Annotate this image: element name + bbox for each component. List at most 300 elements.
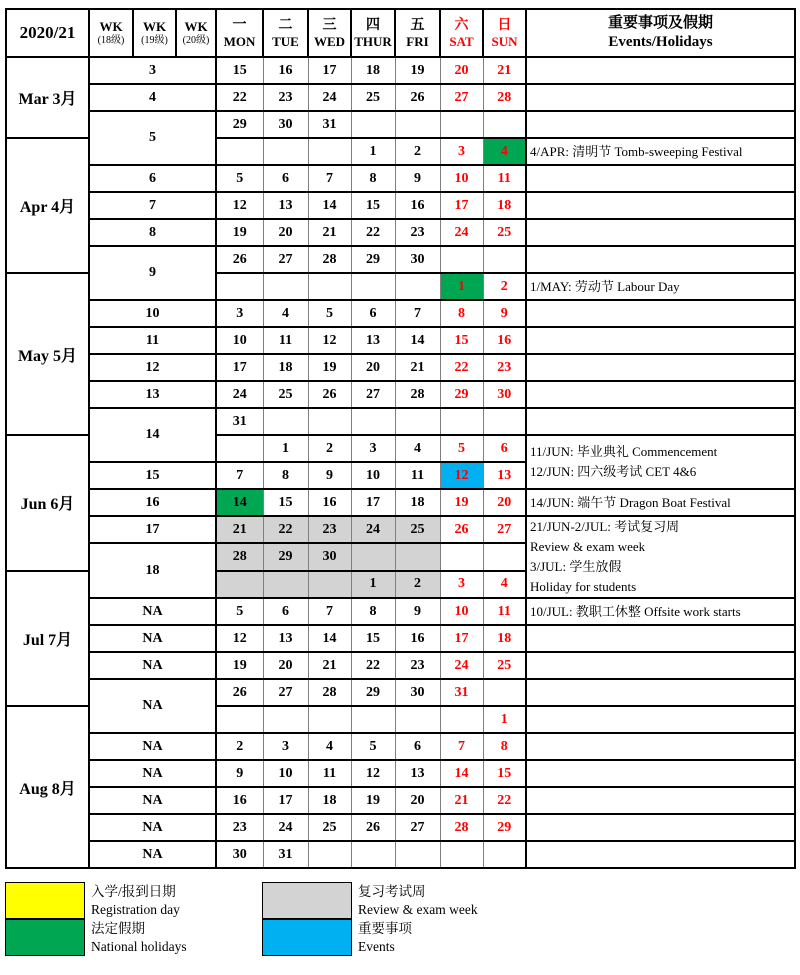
events-cell xyxy=(526,733,795,760)
day-cell: 2 xyxy=(308,435,351,462)
day-cell: 19 xyxy=(308,354,351,381)
day-cell: 10 xyxy=(216,327,263,354)
day-cell xyxy=(483,543,526,571)
day-cell: 27 xyxy=(263,679,308,706)
day-cell: 12 xyxy=(351,760,395,787)
events-cell xyxy=(526,354,795,381)
events-cell xyxy=(526,111,795,138)
day-cell: 8 xyxy=(351,598,395,625)
day-cell: 31 xyxy=(216,408,263,435)
day-cell: 15 xyxy=(351,192,395,219)
day-cell: 16 xyxy=(308,489,351,516)
day-cell: 22 xyxy=(483,787,526,814)
day-cell: 26 xyxy=(351,814,395,841)
day-cell: 24 xyxy=(308,84,351,111)
day-cell: 25 xyxy=(483,652,526,679)
day-cell: 17 xyxy=(440,625,483,652)
day-cell: 13 xyxy=(263,625,308,652)
event-line: Holiday for students xyxy=(530,579,637,594)
day-cell: 5 xyxy=(216,165,263,192)
day-cell: 28 xyxy=(483,84,526,111)
weekday-header-tue: 二 TUE xyxy=(263,9,308,57)
calendar-week-row xyxy=(6,408,795,435)
day-cell: 19 xyxy=(351,787,395,814)
day-cell: 1 xyxy=(351,571,395,599)
day-cell: 21 xyxy=(395,354,440,381)
day-cell: 3 xyxy=(440,571,483,599)
week-number-cell: 14 xyxy=(89,408,216,462)
day-cell: 10 xyxy=(440,598,483,625)
day-cell xyxy=(395,706,440,733)
day-cell: 5 xyxy=(216,598,263,625)
day-cell xyxy=(263,408,308,435)
day-cell xyxy=(483,679,526,706)
legend-swatch-registration-day xyxy=(5,882,85,919)
events-cell xyxy=(526,192,795,219)
calendar-week-row xyxy=(6,327,795,354)
day-cell xyxy=(263,273,308,300)
events-cell xyxy=(526,246,795,273)
calendar-week-row xyxy=(6,489,795,516)
event-line: 10/JUL: 教职工休整 Offsite work starts xyxy=(530,603,741,619)
year-label: 2020/21 xyxy=(6,9,89,57)
calendar-week-row xyxy=(6,841,795,868)
day-cell: 28 xyxy=(395,381,440,408)
day-cell: 14 xyxy=(395,327,440,354)
events-cell xyxy=(526,84,795,111)
day-cell: 16 xyxy=(263,57,308,84)
day-cell: 17 xyxy=(440,192,483,219)
month-label: Jun 6月 xyxy=(6,435,89,571)
weekday-header-thur: 四 THUR xyxy=(351,9,395,57)
day-cell: 3 xyxy=(263,733,308,760)
day-cell: 7 xyxy=(395,300,440,327)
day-cell: 31 xyxy=(440,679,483,706)
day-cell: 18 xyxy=(483,625,526,652)
day-cell: 11 xyxy=(395,462,440,489)
week-number-cell: 3 xyxy=(89,57,216,84)
day-cell xyxy=(351,706,395,733)
day-cell: 30 xyxy=(483,381,526,408)
events-cell xyxy=(526,165,795,192)
day-cell: 18 xyxy=(395,489,440,516)
calendar-week-row xyxy=(6,165,795,192)
day-cell xyxy=(440,111,483,138)
week-number-cell: 9 xyxy=(89,246,216,300)
weekday-header-fri: 五 FRI xyxy=(395,9,440,57)
calendar-week-row xyxy=(6,381,795,408)
day-cell: 22 xyxy=(351,219,395,246)
week-number-cell: 5 xyxy=(89,111,216,165)
day-cell: 7 xyxy=(308,165,351,192)
events-cell xyxy=(526,841,795,868)
day-cell xyxy=(351,841,395,868)
day-cell: 13 xyxy=(483,462,526,489)
day-cell: 24 xyxy=(351,516,395,543)
calendar-week-row xyxy=(6,57,795,84)
day-cell: 28 xyxy=(216,543,263,571)
day-cell: 22 xyxy=(351,652,395,679)
day-cell: 5 xyxy=(440,435,483,462)
day-cell: 8 xyxy=(263,462,308,489)
day-cell: 9 xyxy=(483,300,526,327)
day-cell: 30 xyxy=(395,246,440,273)
event-line: 21/JUN-2/JUL: 考试复习周 xyxy=(530,519,680,534)
day-cell: 30 xyxy=(308,543,351,571)
day-cell: 18 xyxy=(351,57,395,84)
day-cell xyxy=(351,111,395,138)
day-cell: 4 xyxy=(483,138,526,165)
day-cell: 7 xyxy=(216,462,263,489)
legend-label-events: 重要事项 Events xyxy=(358,920,412,954)
day-cell: 16 xyxy=(216,787,263,814)
week-number-cell: NA xyxy=(89,679,216,733)
day-cell: 6 xyxy=(395,733,440,760)
day-cell: 5 xyxy=(308,300,351,327)
day-cell: 23 xyxy=(216,814,263,841)
day-cell: 20 xyxy=(395,787,440,814)
events-cell xyxy=(526,598,795,625)
day-cell xyxy=(263,138,308,165)
day-cell: 11 xyxy=(308,760,351,787)
week-number-cell: 10 xyxy=(89,300,216,327)
calendar-week-row xyxy=(6,814,795,841)
calendar-week-row xyxy=(6,84,795,111)
day-cell: 8 xyxy=(351,165,395,192)
day-cell: 11 xyxy=(483,165,526,192)
day-cell xyxy=(308,706,351,733)
weekday-header-mon: 一 MON xyxy=(216,9,263,57)
events-cell xyxy=(526,219,795,246)
day-cell: 20 xyxy=(483,489,526,516)
day-cell: 1 xyxy=(351,138,395,165)
week-number-cell: NA xyxy=(89,652,216,679)
legend-swatch-events xyxy=(262,919,352,956)
events-cell xyxy=(526,381,795,408)
day-cell: 21 xyxy=(216,516,263,543)
day-cell: 25 xyxy=(483,219,526,246)
day-cell: 30 xyxy=(216,841,263,868)
day-cell: 27 xyxy=(440,84,483,111)
day-cell: 19 xyxy=(395,57,440,84)
day-cell xyxy=(216,435,263,462)
week-number-cell: 8 xyxy=(89,219,216,246)
day-cell xyxy=(308,841,351,868)
legend xyxy=(5,882,794,956)
calendar-week-row xyxy=(6,625,795,652)
calendar-week-row xyxy=(6,733,795,760)
calendar-body xyxy=(6,57,795,868)
day-cell: 3 xyxy=(440,138,483,165)
event-line: 14/JUN: 端午节 Dragon Boat Festival xyxy=(530,494,731,510)
events-cell xyxy=(526,814,795,841)
day-cell xyxy=(351,543,395,571)
day-cell: 26 xyxy=(216,679,263,706)
week-number-cell: 12 xyxy=(89,354,216,381)
day-cell xyxy=(483,111,526,138)
week-number-cell: 16 xyxy=(89,489,216,516)
day-cell: 9 xyxy=(395,165,440,192)
day-cell xyxy=(395,111,440,138)
day-cell: 21 xyxy=(308,652,351,679)
events-cell xyxy=(526,625,795,652)
day-cell xyxy=(216,273,263,300)
day-cell: 5 xyxy=(351,733,395,760)
day-cell: 6 xyxy=(483,435,526,462)
day-cell xyxy=(216,706,263,733)
week-number-cell: 15 xyxy=(89,462,216,489)
events-cell xyxy=(526,57,795,84)
month-label: May 5月 xyxy=(6,273,89,435)
day-cell: 23 xyxy=(395,219,440,246)
day-cell: 20 xyxy=(440,57,483,84)
day-cell xyxy=(483,246,526,273)
day-cell: 2 xyxy=(395,138,440,165)
day-cell: 7 xyxy=(308,598,351,625)
event-line: 3/JUL: 学生放假 xyxy=(530,559,622,574)
day-cell: 6 xyxy=(351,300,395,327)
day-cell: 31 xyxy=(308,111,351,138)
day-cell: 24 xyxy=(263,814,308,841)
day-cell: 8 xyxy=(483,733,526,760)
day-cell: 15 xyxy=(483,760,526,787)
day-cell: 21 xyxy=(483,57,526,84)
day-cell: 28 xyxy=(308,246,351,273)
week-number-cell: NA xyxy=(89,625,216,652)
day-cell: 2 xyxy=(395,571,440,599)
week-number-cell: 18 xyxy=(89,543,216,598)
day-cell: 18 xyxy=(308,787,351,814)
day-cell: 23 xyxy=(483,354,526,381)
day-cell: 13 xyxy=(351,327,395,354)
events-cell xyxy=(526,516,795,598)
day-cell: 25 xyxy=(263,381,308,408)
day-cell xyxy=(440,246,483,273)
day-cell xyxy=(395,273,440,300)
day-cell xyxy=(308,273,351,300)
day-cell: 14 xyxy=(440,760,483,787)
calendar-week-row xyxy=(6,219,795,246)
wk-column-header-18: WK (18级) xyxy=(89,9,133,57)
calendar-week-row xyxy=(6,354,795,381)
events-cell xyxy=(526,273,795,300)
calendar-week-row xyxy=(6,516,795,543)
legend-label-review-exam-week: 复习考试周 Review & exam week xyxy=(358,883,478,917)
legend-label-registration-day: 入学/报到日期 Registration day xyxy=(91,883,180,917)
month-label: Mar 3月 xyxy=(6,57,89,138)
day-cell: 18 xyxy=(483,192,526,219)
month-label: Jul 7月 xyxy=(6,571,89,707)
events-column-header: 重要事项及假期 Events/Holidays xyxy=(526,9,795,57)
day-cell: 29 xyxy=(483,814,526,841)
day-cell: 15 xyxy=(216,57,263,84)
week-number-cell: 6 xyxy=(89,165,216,192)
day-cell: 1 xyxy=(483,706,526,733)
calendar-week-row xyxy=(6,246,795,273)
day-cell: 23 xyxy=(263,84,308,111)
day-cell: 12 xyxy=(216,192,263,219)
day-cell: 27 xyxy=(263,246,308,273)
day-cell: 29 xyxy=(351,246,395,273)
day-cell xyxy=(440,543,483,571)
day-cell: 12 xyxy=(216,625,263,652)
day-cell: 17 xyxy=(263,787,308,814)
weekday-header-sat: 六 SAT xyxy=(440,9,483,57)
calendar-week-row xyxy=(6,679,795,706)
events-cell xyxy=(526,760,795,787)
week-number-cell: NA xyxy=(89,787,216,814)
day-cell: 6 xyxy=(263,598,308,625)
day-cell: 19 xyxy=(216,652,263,679)
day-cell: 20 xyxy=(351,354,395,381)
events-cell xyxy=(526,327,795,354)
day-cell: 24 xyxy=(440,219,483,246)
events-cell xyxy=(526,138,795,165)
day-cell: 28 xyxy=(308,679,351,706)
event-line: 4/APR: 清明节 Tomb-sweeping Festival xyxy=(530,143,743,159)
week-number-cell: NA xyxy=(89,733,216,760)
day-cell xyxy=(216,138,263,165)
day-cell: 22 xyxy=(216,84,263,111)
day-cell: 12 xyxy=(440,462,483,489)
month-label: Apr 4月 xyxy=(6,138,89,273)
day-cell: 14 xyxy=(308,625,351,652)
week-number-cell: NA xyxy=(89,598,216,625)
day-cell: 30 xyxy=(263,111,308,138)
day-cell: 16 xyxy=(395,192,440,219)
day-cell: 24 xyxy=(216,381,263,408)
day-cell: 11 xyxy=(483,598,526,625)
wk-column-header-20: WK (20级) xyxy=(176,9,216,57)
calendar-week-row xyxy=(6,192,795,219)
wk-column-header-19: WK (19级) xyxy=(133,9,176,57)
day-cell: 27 xyxy=(351,381,395,408)
week-number-cell: 17 xyxy=(89,516,216,543)
day-cell: 10 xyxy=(263,760,308,787)
calendar-week-row xyxy=(6,598,795,625)
day-cell: 4 xyxy=(308,733,351,760)
day-cell: 3 xyxy=(216,300,263,327)
day-cell: 13 xyxy=(395,760,440,787)
header-row xyxy=(6,9,795,57)
day-cell: 6 xyxy=(263,165,308,192)
day-cell xyxy=(395,408,440,435)
week-number-cell: 13 xyxy=(89,381,216,408)
weekday-header-wed: 三 WED xyxy=(308,9,351,57)
day-cell: 31 xyxy=(263,841,308,868)
event-line: 1/MAY: 劳动节 Labour Day xyxy=(530,278,680,294)
day-cell: 21 xyxy=(308,219,351,246)
day-cell: 2 xyxy=(216,733,263,760)
day-cell: 13 xyxy=(263,192,308,219)
day-cell: 19 xyxy=(216,219,263,246)
day-cell xyxy=(351,273,395,300)
day-cell: 19 xyxy=(440,489,483,516)
day-cell: 9 xyxy=(395,598,440,625)
weekday-header-sun: 日 SUN xyxy=(483,9,526,57)
day-cell xyxy=(308,571,351,599)
day-cell xyxy=(440,408,483,435)
day-cell: 17 xyxy=(308,57,351,84)
day-cell: 15 xyxy=(351,625,395,652)
day-cell: 29 xyxy=(263,543,308,571)
day-cell: 20 xyxy=(263,219,308,246)
day-cell: 26 xyxy=(440,516,483,543)
day-cell xyxy=(308,408,351,435)
calendar-week-row xyxy=(6,111,795,138)
day-cell: 25 xyxy=(395,516,440,543)
day-cell xyxy=(440,706,483,733)
day-cell: 22 xyxy=(263,516,308,543)
day-cell: 7 xyxy=(440,733,483,760)
week-number-cell: 7 xyxy=(89,192,216,219)
day-cell: 8 xyxy=(440,300,483,327)
day-cell: 27 xyxy=(483,516,526,543)
day-cell: 4 xyxy=(395,435,440,462)
day-cell: 28 xyxy=(440,814,483,841)
day-cell: 11 xyxy=(263,327,308,354)
day-cell: 14 xyxy=(308,192,351,219)
event-line: Review & exam week xyxy=(530,539,646,554)
day-cell xyxy=(351,408,395,435)
day-cell: 10 xyxy=(351,462,395,489)
day-cell: 27 xyxy=(395,814,440,841)
day-cell: 9 xyxy=(216,760,263,787)
day-cell: 17 xyxy=(351,489,395,516)
day-cell: 25 xyxy=(351,84,395,111)
day-cell: 4 xyxy=(263,300,308,327)
day-cell: 18 xyxy=(263,354,308,381)
day-cell: 2 xyxy=(483,273,526,300)
day-cell xyxy=(263,706,308,733)
day-cell: 16 xyxy=(395,625,440,652)
events-cell xyxy=(526,787,795,814)
events-cell xyxy=(526,706,795,733)
event-line: 12/JUN: 四六级考试 CET 4&6 xyxy=(530,464,697,479)
events-cell xyxy=(526,300,795,327)
day-cell: 24 xyxy=(440,652,483,679)
day-cell: 1 xyxy=(263,435,308,462)
day-cell xyxy=(263,571,308,599)
day-cell xyxy=(395,543,440,571)
calendar-week-row xyxy=(6,652,795,679)
calendar-table xyxy=(5,8,796,869)
day-cell: 29 xyxy=(440,381,483,408)
day-cell: 1 xyxy=(440,273,483,300)
day-cell: 15 xyxy=(440,327,483,354)
day-cell xyxy=(483,841,526,868)
day-cell xyxy=(395,841,440,868)
day-cell: 16 xyxy=(483,327,526,354)
day-cell xyxy=(483,408,526,435)
day-cell: 30 xyxy=(395,679,440,706)
day-cell: 14 xyxy=(216,489,263,516)
day-cell xyxy=(216,571,263,599)
legend-swatch-national-holidays xyxy=(5,919,85,956)
day-cell: 26 xyxy=(216,246,263,273)
calendar-week-row xyxy=(6,760,795,787)
day-cell: 29 xyxy=(216,111,263,138)
day-cell: 23 xyxy=(308,516,351,543)
day-cell: 10 xyxy=(440,165,483,192)
day-cell xyxy=(308,138,351,165)
week-number-cell: 4 xyxy=(89,84,216,111)
day-cell: 29 xyxy=(351,679,395,706)
events-cell xyxy=(526,652,795,679)
day-cell: 3 xyxy=(351,435,395,462)
week-number-cell: NA xyxy=(89,814,216,841)
day-cell: 26 xyxy=(395,84,440,111)
